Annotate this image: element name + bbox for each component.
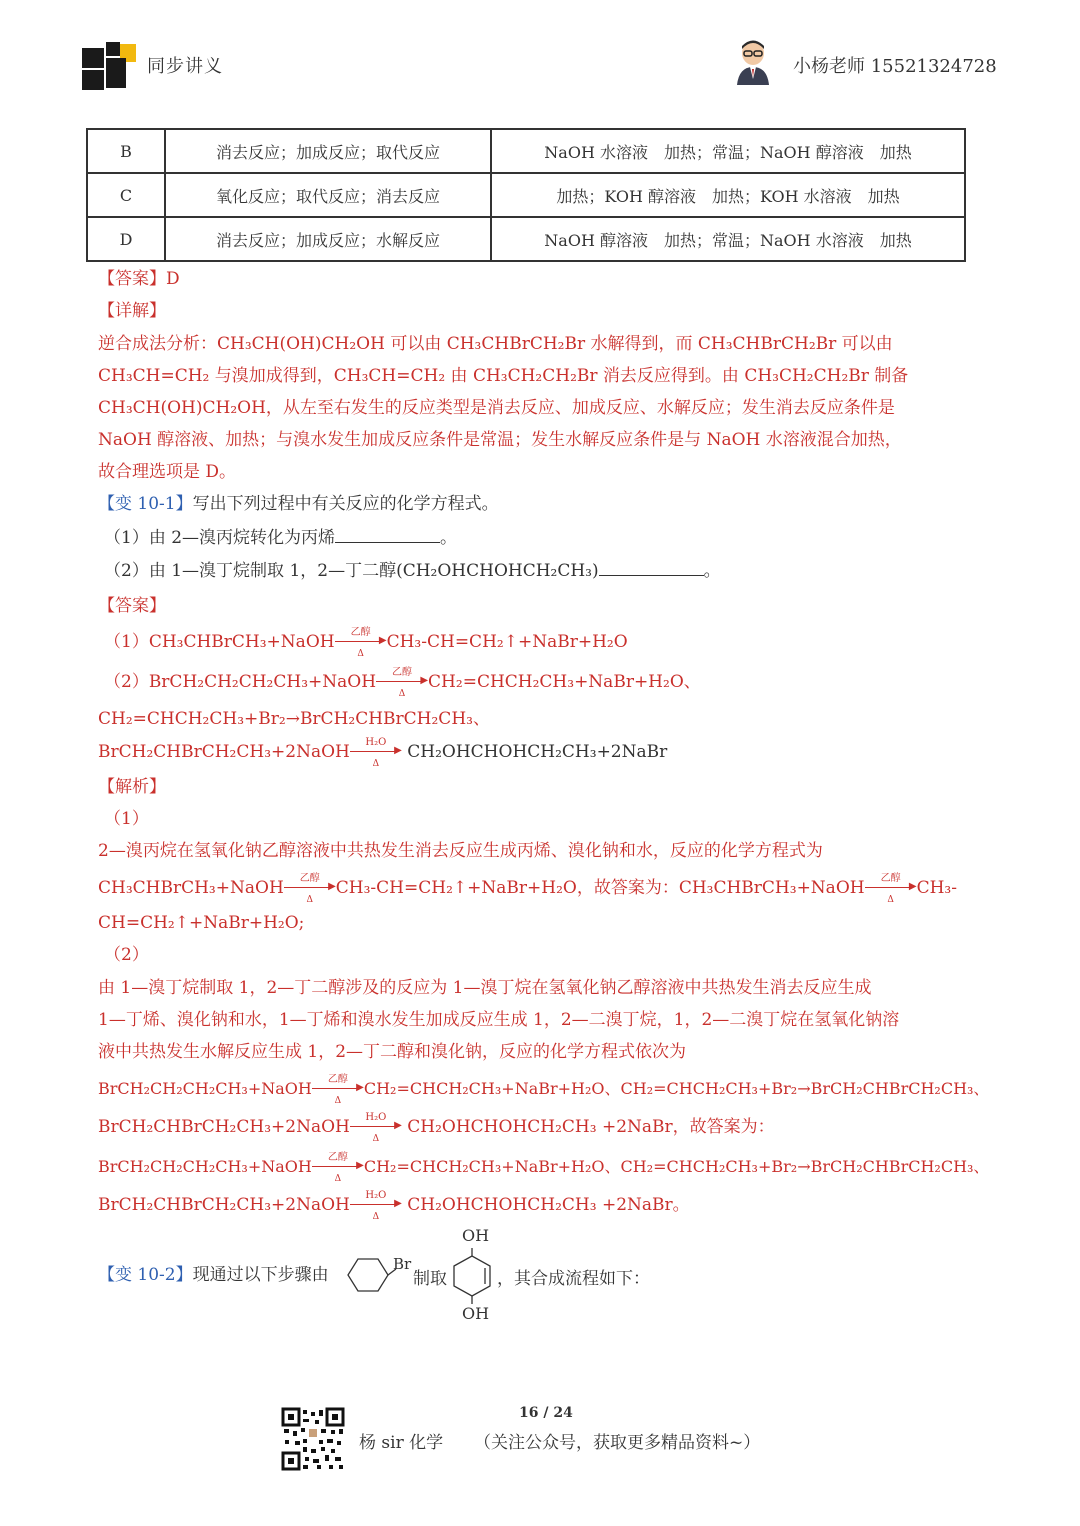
sub-question-2 (104, 559, 721, 582)
footer-note: （关注公众号，获取更多精品资料~） (474, 1433, 761, 1453)
reaction-arrow: 乙醇 ▶ Δ (335, 631, 387, 651)
arrow-condition: 乙醇 (392, 667, 413, 678)
arrow-condition: Δ (398, 689, 406, 699)
arrow-condition: Δ (887, 895, 894, 905)
answer-blank (335, 526, 440, 543)
analysis-line: 由 1—溴丁烷制取 1，2—丁二醇涉及的反应为 1—溴丁烷在氢氧化钠乙醇溶液中共热发生消去反应生成 (98, 978, 872, 998)
variant-text: 制取 (413, 1269, 447, 1289)
sub-question-text: （2）由 1—溴丁烷制取 1，2—丁二醇(CH₂OHCHOHCH₂CH₃) (104, 561, 599, 581)
arrow-condition: Δ (357, 649, 364, 659)
reaction-arrow: H₂O ▶ Δ (350, 741, 402, 761)
answer-tag: 【答案】 (98, 269, 166, 289)
analysis-equation (98, 1112, 775, 1144)
reaction-arrow: H₂O ▶ Δ (350, 1116, 402, 1136)
option-types: 氧化反应；取代反应；消去反应 (165, 173, 491, 217)
arrow-condition: 乙醇 (350, 627, 371, 638)
arrow-condition: Δ (306, 895, 314, 905)
equation-left: （1）CH₃CHBrCH₃+NaOH (104, 632, 335, 652)
analysis-line: 液中共热发生水解反应生成 1，2—丁二醇和溴化钠，反应的化学方程式依次为 (98, 1042, 687, 1062)
sub-question-end: 。 (440, 528, 458, 548)
answer-tag-2: 【答案】 (98, 596, 166, 616)
analysis-equation (98, 1190, 690, 1222)
variant-text: 现通过以下步骤由 (192, 1265, 329, 1285)
arrow-condition: H₂O (365, 737, 387, 748)
equation-1 (104, 627, 628, 659)
equation-2 (104, 667, 701, 699)
arrow-condition: Δ (372, 1212, 380, 1222)
analysis-line: 1—丁烯、溴化钠和水，1—丁烯和溴水发生加成反应生成 1，2—二溴丁烷，1，2—二溴丁烷在氢氧化钠溶 (98, 1010, 900, 1030)
variant-tag: 【变 10-1】 (98, 494, 193, 514)
option-letter: C (87, 173, 165, 217)
variant-10-1-question (98, 493, 499, 515)
reaction-arrow: 乙醇 ▶ Δ (312, 1156, 364, 1176)
reaction-arrow: H₂O ▶ Δ (350, 1194, 402, 1214)
arrow-condition: H₂O (365, 1112, 387, 1123)
arrow-condition: 乙醇 (880, 873, 901, 884)
equation-left: BrCH₂CH₂CH₂CH₃+NaOH (98, 1157, 312, 1176)
table-row (87, 129, 965, 173)
arrow-condition: 乙醇 (327, 1152, 348, 1163)
answer-blank (599, 559, 704, 576)
equation-right: CH₂OHCHOHCH₂CH₃ +2NaBr。 (407, 1195, 690, 1215)
variant-text: ，其合成流程如下： (497, 1269, 650, 1289)
reaction-arrow: 乙醇 ▶ Δ (284, 877, 336, 897)
arrow-condition: 乙醇 (299, 873, 320, 884)
header-title: 同步讲义 (147, 56, 223, 77)
equation-4 (98, 737, 668, 769)
variant-question: 写出下列过程中有关反应的化学方程式。 (192, 494, 499, 514)
option-types: 消去反应；加成反应；取代反应 (165, 129, 491, 173)
equation-right: CH₂=CHCH₂CH₃+NaBr+H₂O、 (428, 672, 701, 692)
equation-3: CH₂=CHCH₂CH₃+Br₂→BrCH₂CHBrCH₂CH₃、 (98, 709, 490, 729)
arrow-condition: Δ (334, 1096, 342, 1106)
analysis-line: 2—溴丙烷在氢氧化钠乙醇溶液中共热发生消去反应生成丙烯、溴化钠和水，反应的化学方程式为 (98, 841, 823, 861)
header-teacher: 小杨老师 15521324728 (793, 56, 997, 77)
equation-left: BrCH₂CHBrCH₂CH₃+2NaOH (98, 1117, 350, 1137)
equation-right: CH₂OHCHOHCH₂CH₃+2NaBr (407, 742, 668, 762)
equation-left: BrCH₂CHBrCH₂CH₃+2NaOH (98, 742, 350, 762)
detail-line: CH₃CH=CH₂ 与溴加成得到，CH₃CH=CH₂ 由 CH₃CH₂CH₂Br 消去反应得到。由 CH₃CH₂CH₂Br 制备 (98, 366, 909, 386)
option-conditions: NaOH 醇溶液 加热；常温；NaOH 水溶液 加热 (491, 217, 965, 261)
option-conditions: 加热；KOH 醇溶液 加热；KOH 水溶液 加热 (491, 173, 965, 217)
answer-line (98, 268, 180, 290)
sub-question-end: 。 (703, 561, 721, 581)
analysis-equation (98, 873, 957, 905)
cyclohexenediol-structure (450, 1248, 494, 1304)
variant-tag: 【变 10-2】 (98, 1265, 193, 1285)
detail-line: 故合理选项是 D。 (98, 462, 237, 482)
equation-right: CH₃-CH=CH₂↑+NaBr+H₂O (386, 632, 628, 652)
option-letter: B (87, 129, 165, 173)
equation-right: CH₂OHCHOHCH₂CH₃ +2NaBr，故答案为： (407, 1117, 775, 1137)
page-number: 16 / 24 (519, 1405, 573, 1421)
table-row (87, 173, 965, 217)
reaction-arrow: 乙醇 ▶ Δ (865, 877, 917, 897)
analysis-line: CH=CH₂↑+NaBr+H₂O; (98, 913, 305, 933)
equation-left: BrCH₂CH₂CH₂CH₃+NaOH (98, 1079, 312, 1098)
sub-question-text: （1）由 2—溴丙烷转化为丙烯 (104, 528, 336, 548)
hydroxyl-label-bottom: OH (462, 1304, 490, 1323)
equation-right: CH₂=CHCH₂CH₃+NaBr+H₂O、CH₂=CHCH₂CH₃+Br₂→BrCH₂CHBrCH₂CH₃、 (363, 1079, 990, 1098)
equation-left: CH₃CHBrCH₃+NaOH (98, 878, 284, 898)
option-letter: D (87, 217, 165, 261)
analysis-part-1: （1） (104, 809, 149, 829)
footer-brand: 杨 sir 化学 (359, 1433, 444, 1453)
reaction-arrow: 乙醇 ▶ Δ (376, 671, 428, 691)
detail-line: 逆合成法分析：CH₃CH(OH)CH₂OH 可以由 CH₃CHBrCH₂Br 水解得到，而 CH₃CHBrCH₂Br 可以由 (98, 334, 893, 354)
bromo-label: Br (393, 1255, 412, 1273)
equation-right: CH₃- (916, 878, 957, 898)
analysis-equation (98, 1152, 990, 1184)
equation-left: （2）BrCH₂CH₂CH₂CH₃+NaOH (104, 672, 377, 692)
hydroxyl-label-top: OH (462, 1226, 490, 1245)
detail-line: NaOH 醇溶液、加热；与溴水发生加成反应条件是常温；发生水解反应条件是与 NaOH 水溶液混合加热， (98, 430, 902, 450)
equation-left: BrCH₂CHBrCH₂CH₃+2NaOH (98, 1195, 350, 1215)
analysis-part-2: （2） (104, 945, 149, 965)
arrow-condition: Δ (372, 1134, 380, 1144)
equation-right: CH₃-CH=CH₂↑+NaBr+H₂O，故答案为：CH₃CHBrCH₃+NaOH (335, 878, 865, 898)
options-table (86, 128, 966, 262)
sub-question-1 (104, 526, 457, 549)
option-conditions: NaOH 水溶液 加热；常温；NaOH 醇溶液 加热 (491, 129, 965, 173)
variant-10-2-question (98, 1264, 329, 1286)
arrow-condition: Δ (334, 1174, 342, 1184)
detail-tag: 【详解】 (98, 301, 166, 321)
analysis-equation (98, 1074, 990, 1106)
teacher-avatar-icon (733, 39, 773, 85)
arrow-condition: 乙醇 (327, 1074, 348, 1085)
logo-icon (82, 42, 136, 90)
option-types: 消去反应；加成反应；水解反应 (165, 217, 491, 261)
qr-code-icon (281, 1407, 345, 1471)
answer-value: D (166, 269, 180, 289)
detail-line: CH₃CH(OH)CH₂OH，从左至右发生的反应类型是消去反应、加成反应、水解反应；发生消去反应条件是 (98, 398, 895, 418)
table-row (87, 217, 965, 261)
arrow-condition: Δ (372, 759, 380, 769)
analysis-tag: 【解析】 (98, 777, 166, 797)
arrow-condition: H₂O (365, 1190, 387, 1201)
reaction-arrow: 乙醇 ▶ Δ (312, 1078, 364, 1098)
equation-right: CH₂=CHCH₂CH₃+NaBr+H₂O、CH₂=CHCH₂CH₃+Br₂→BrCH₂CHBrCH₂CH₃、 (363, 1157, 990, 1176)
